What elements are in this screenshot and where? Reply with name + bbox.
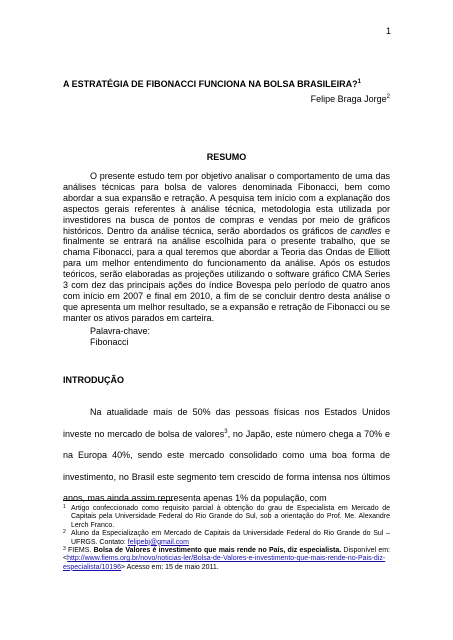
- footnote-accessed: > Acesso em: 15 de maio 2011.: [121, 563, 219, 571]
- page-number: 1: [385, 26, 391, 36]
- footnote-number: 2: [63, 529, 66, 536]
- paper-title: [63, 79, 361, 89]
- footnote-prefix: FIEMS.: [68, 547, 94, 555]
- footnotes-section: [63, 505, 390, 572]
- keywords-label: Palavra-chave:: [90, 326, 151, 336]
- footnote-number: 3: [63, 546, 66, 553]
- author-line: [311, 94, 390, 104]
- intro-text-part2: , no Japão, este número chega a 70% e na Europa 40%, sendo este mercado consolidado como uma boa forma de investimento, no Brasil este segmento tem crescido de forma intensa nos últimos anos, mas ainda assim representa apenas 1% da população, com: [63, 428, 390, 504]
- title-text: A ESTRATÉGIA DE FIBONACCI FUNCIONA NA BOLSA BRASILEIRA?: [63, 79, 358, 89]
- abstract-text-part2: e finalmente se entrará na análise escolhida para o presente trabalho, que se chama Fibonacci, para a qual teremos que abordar a Teoria das Ondas de Elliott para um melhor entendimento do funcionamento da análise. Após os estudos teóricos, serão elaboradas as projeções utilizando o software gráfico CMA Series 3 com dez das principais ações do índice Bovespa pelo período de quatro anos com início em 2007 e final em 2010, a fim de se concluir dentro desta análise o que apresenta um melhor resultado, se a expansão e retração de Fibonacci ou se manter os ativos parados em carteira.: [63, 225, 391, 323]
- footnote-available: Disponível em: <: [63, 547, 391, 563]
- footnote-separator: [63, 500, 173, 501]
- abstract-body: [63, 171, 390, 324]
- abstract-text-part1: O presente estudo tem por objetivo analisar o comportamento de uma das análises técnicas para bolsa de valores denominada Fibonacci, bem como abordar a sua expansão e retração. A pesquisa tem início com a explanação dos aspectos gerais referentes à análise técnica, metodologia esta utilizada por investidores na busca de pontos de compras e vendas por meio de gráficos históricos. Dentro da análise técnica, serão abordados os gráficos de: [63, 171, 390, 236]
- intro-text-part1: Na atualidade mais de 50% das pessoas físicas nos Estados Unidos investe no mercado de bolsa de valores: [63, 407, 390, 439]
- footnote-2: [63, 530, 390, 547]
- footnote-3: [63, 547, 390, 572]
- footnote-text: Aluno da Especialização em Mercado de Capitais da Universidade Federal do Rio Grande do Sul – UFRGS. Contato:: [71, 530, 390, 546]
- author-footnote-ref[interactable]: 2: [386, 94, 390, 100]
- abstract-heading: RESUMO: [206, 152, 247, 162]
- intro-footnote-ref[interactable]: 3: [224, 428, 228, 435]
- keywords-block: [90, 326, 150, 348]
- email-link[interactable]: felipebj@gmail.com: [127, 538, 189, 546]
- introduction-body: [63, 402, 390, 510]
- keywords-value: Fibonacci: [90, 336, 129, 347]
- abstract-italic-term: candles: [350, 225, 382, 236]
- title-footnote-ref[interactable]: 1: [357, 79, 362, 85]
- footnote-number: 1: [63, 504, 66, 510]
- introduction-heading: INTRODUÇÃO: [63, 375, 124, 385]
- abstract-paragraph: [63, 171, 390, 324]
- author-name: Felipe Braga Jorge: [310, 94, 387, 104]
- introduction-paragraph: [63, 402, 390, 510]
- footnote-text: Artigo confeccionado como requisito parcial à obtenção do grau de Especialista em Mercado de Capitais pela Universidade Federal do Rio Grande do Sul, sob a orientação do Prof. Me. Alexandre Lerch Franco.: [71, 505, 390, 529]
- footnote-1: [63, 505, 390, 530]
- footnote-bold-title: Bolsa de Valores é investimento que mais rende no País, diz especialista.: [93, 547, 342, 555]
- source-url-link[interactable]: http://www.fiems.org.br/novo/noticias-ler/Bolsa-de-Valores-e-investimento-que-mais-rende-no-Pais-diz-especialista/10196: [63, 555, 386, 571]
